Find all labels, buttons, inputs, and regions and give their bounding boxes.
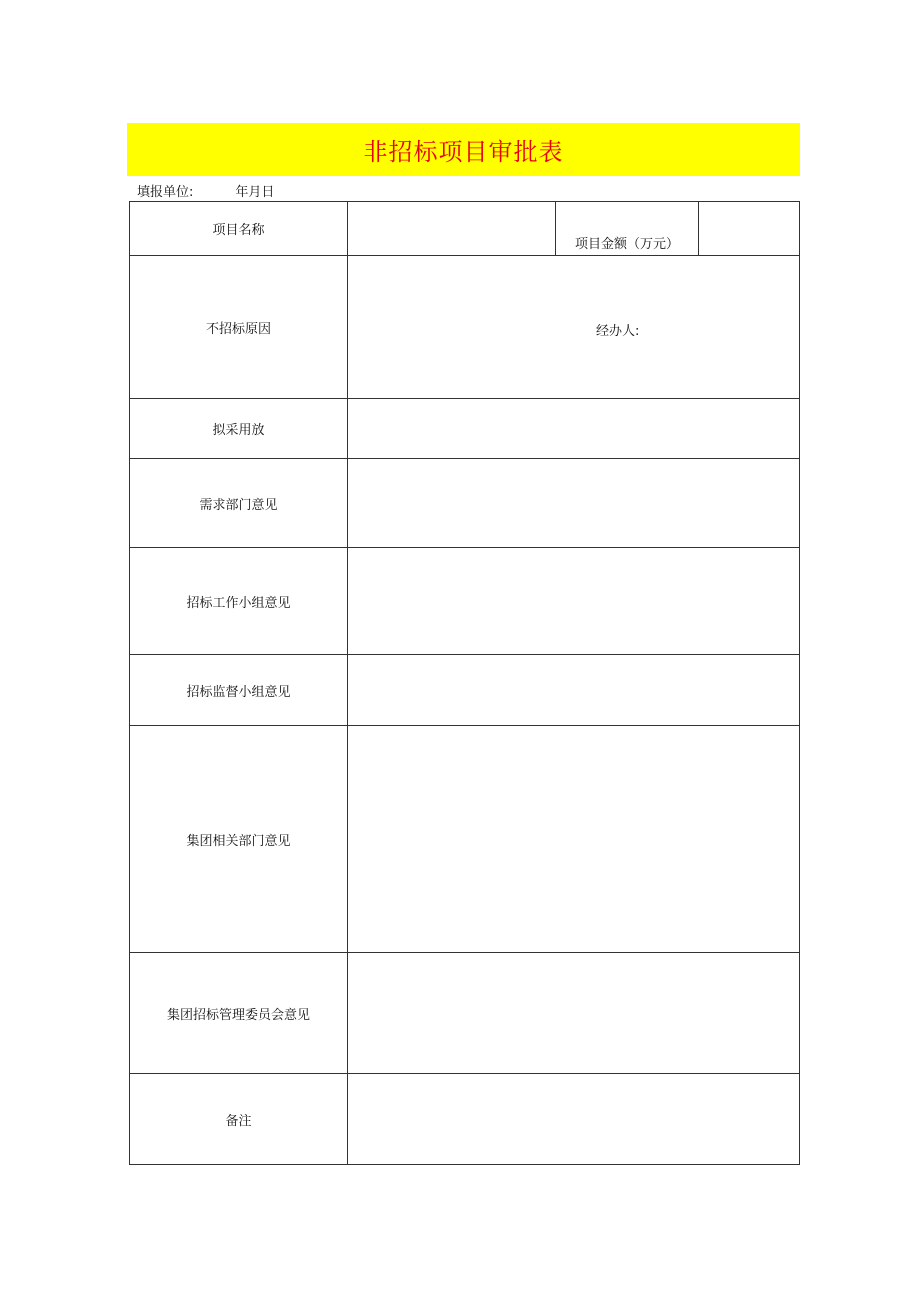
remarks-label: 备注 [130, 1074, 348, 1165]
no-tender-reason-field[interactable] [348, 256, 800, 399]
date-label: 年月日 [235, 184, 275, 200]
approval-table [129, 201, 800, 1165]
row-no-tender-reason [130, 256, 800, 399]
row-supervision-group-opinion [130, 655, 800, 726]
unit-label: 填报单位: [137, 184, 194, 200]
tender-group-opinion-label: 招标工作小组意见 [130, 548, 348, 655]
handler-label: 经办人: [596, 324, 640, 339]
title-banner [127, 123, 800, 176]
row-proposed-method [130, 399, 800, 459]
group-dept-opinion-field[interactable] [348, 726, 800, 953]
committee-opinion-label: 集团招标管理委员会意见 [130, 953, 348, 1074]
project-amount-label: 项目金额（万元） [556, 202, 699, 256]
project-name-field[interactable] [348, 202, 556, 256]
row-tender-group-opinion [130, 548, 800, 655]
committee-opinion-field[interactable] [348, 953, 800, 1074]
project-name-label: 项目名称 [130, 202, 348, 256]
tender-group-opinion-field[interactable] [348, 548, 800, 655]
meta-row [137, 181, 274, 199]
row-demand-dept-opinion [130, 459, 800, 548]
remarks-field[interactable] [348, 1074, 800, 1165]
supervision-group-opinion-field[interactable] [348, 655, 800, 726]
no-tender-reason-label: 不招标原因 [130, 256, 348, 399]
proposed-method-field[interactable] [348, 399, 800, 459]
row-project-name [130, 202, 800, 256]
form-title: 非招标项目审批表 [363, 138, 564, 166]
demand-dept-opinion-label: 需求部门意见 [130, 459, 348, 548]
proposed-method-label: 拟采用放 [130, 399, 348, 459]
row-group-dept-opinion [130, 726, 800, 953]
project-amount-field[interactable] [699, 202, 800, 256]
supervision-group-opinion-label: 招标监督小组意见 [130, 655, 348, 726]
row-committee-opinion [130, 953, 800, 1074]
group-dept-opinion-label: 集团相关部门意见 [130, 726, 348, 953]
row-remarks [130, 1074, 800, 1165]
demand-dept-opinion-field[interactable] [348, 459, 800, 548]
